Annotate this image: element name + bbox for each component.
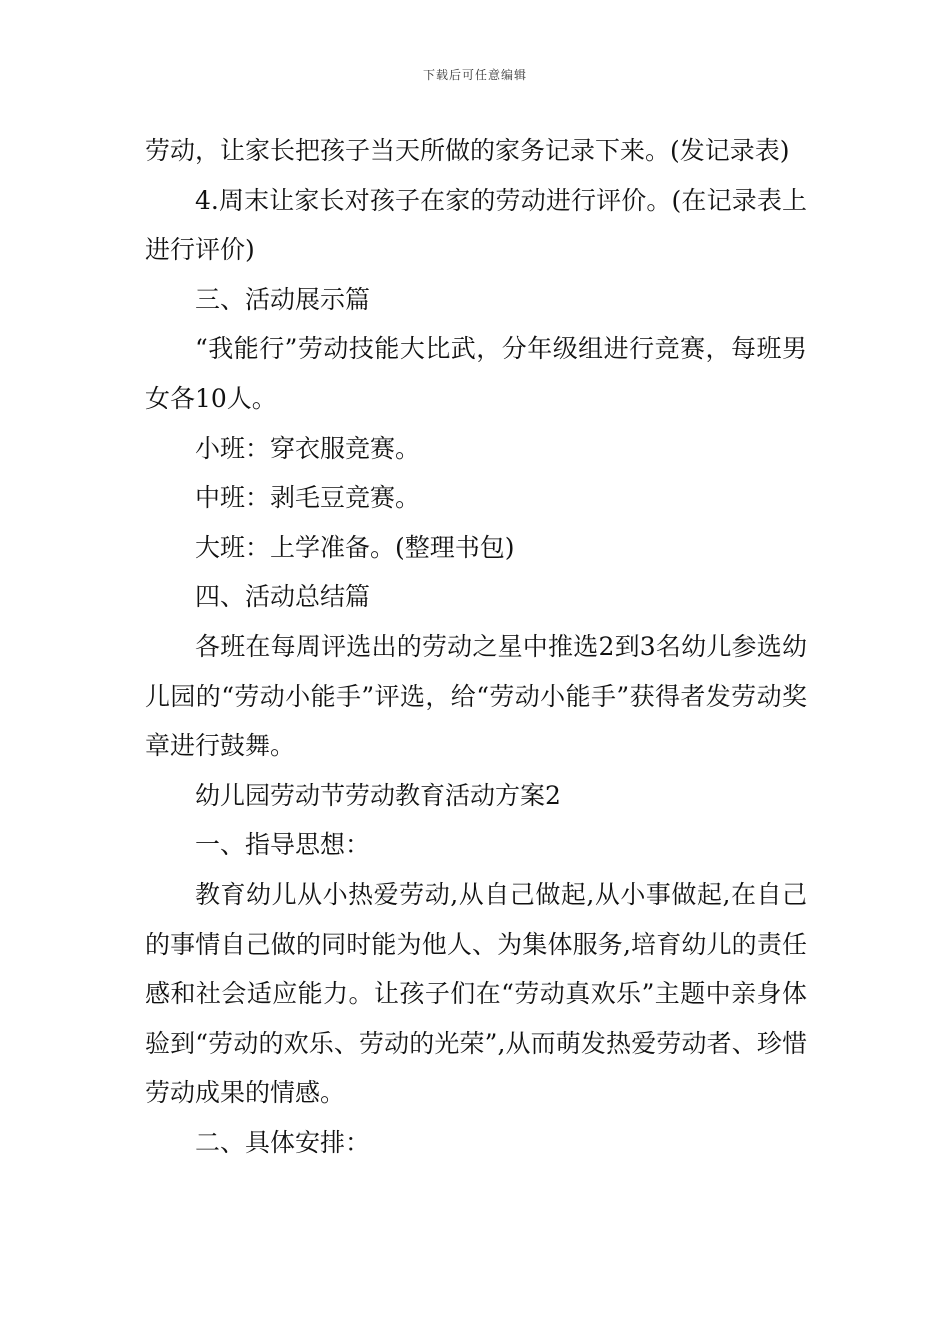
page-header: 下载后可任意编辑 xyxy=(422,68,527,82)
section-heading-activity-display: 三、活动展示篇 xyxy=(195,284,371,314)
paragraph-item-4: 4.周末让家长对孩子在家的劳动进行评价。(在记录表上进行评价) xyxy=(145,185,807,265)
paragraph-continuation: 劳动，让家长把孩子当天所做的家务记录下来。(发记录表) xyxy=(145,136,790,165)
paragraph-summary: 各班在每周评选出的劳动之星中推选2到3名幼儿参选幼儿园的“劳动小能手”评选，给“劳动小能手”获得者发劳动奖章进行鼓舞。 xyxy=(145,631,807,761)
paragraph-big-class: 大班：上学准备。(整理书包) xyxy=(195,532,515,562)
paragraph-middle-class: 中班：剥毛豆竞赛。 xyxy=(195,483,421,513)
document-title-plan-2: 幼儿园劳动节劳动教育活动方案2 xyxy=(195,780,561,810)
section-heading-arrangement: 二、具体安排： xyxy=(195,1127,371,1157)
paragraph-small-class: 小班：穿衣服竞赛。 xyxy=(195,433,421,463)
paragraph-competition: “我能行”劳动技能大比武，分年级组进行竞赛，每班男女各10人。 xyxy=(145,334,807,413)
document-body xyxy=(145,126,807,1167)
paragraph-guiding-idea: 教育幼儿从小热爱劳动,从自己做起,从小事做起,在自己的事情自己做的同时能为他人、为集体服务,培育幼儿的责任感和社会适应能力。让孩子们在“劳动真欢乐”主题中亲身体验到“劳动的欢乐、劳动的光荣”,从而萌发热爱劳动者、珍惜劳动成果的情感。 xyxy=(145,879,807,1108)
section-heading-guiding-idea: 一、指导思想： xyxy=(195,830,371,860)
section-heading-activity-summary: 四、活动总结篇 xyxy=(195,582,371,612)
